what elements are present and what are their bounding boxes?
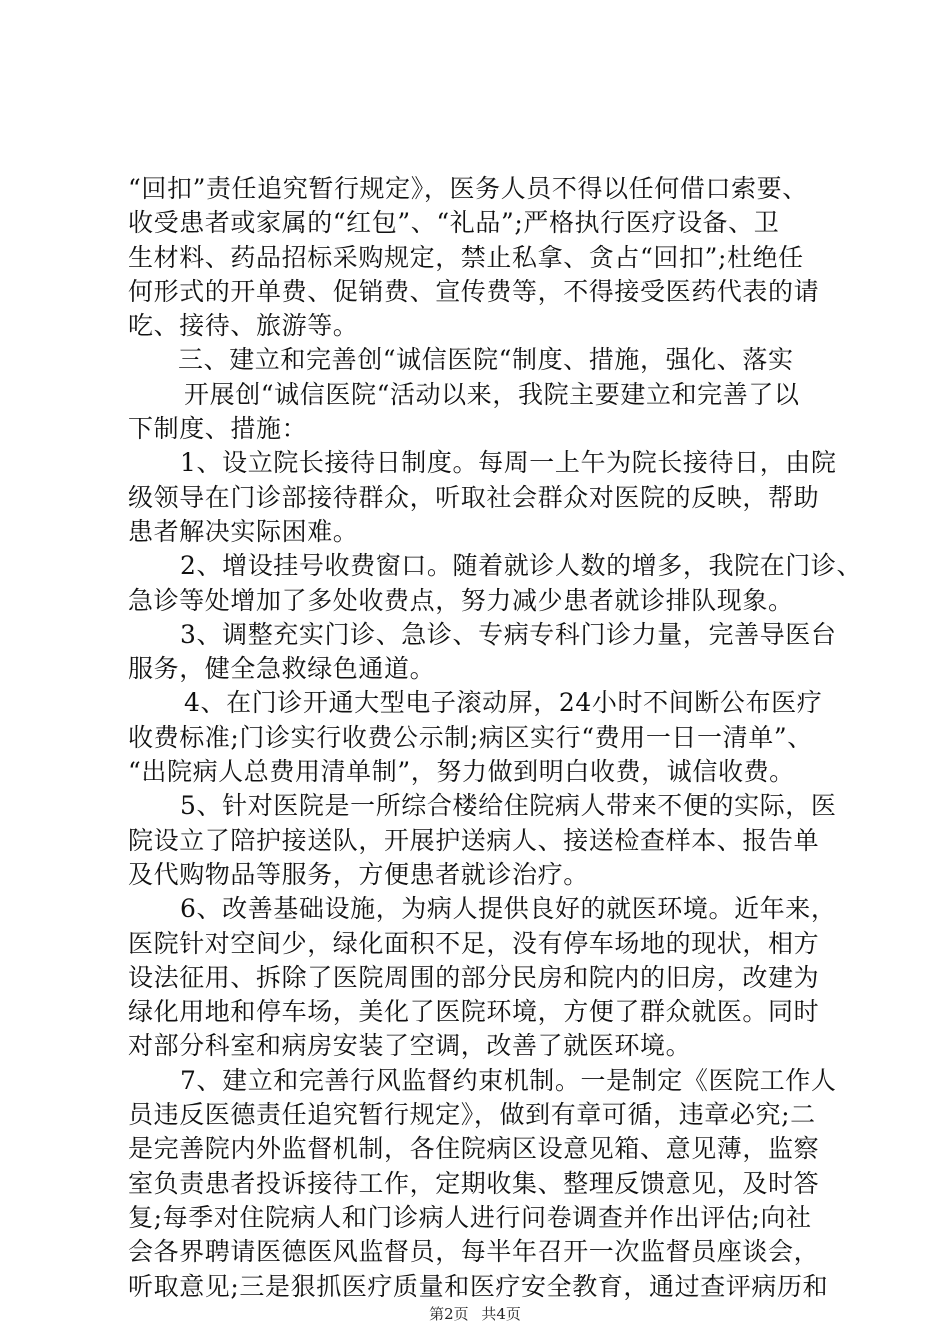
text-line: 对部分科室和病房安装了空调，改善了就医环境。 xyxy=(128,1031,692,1061)
text-line: 下制度、措施： xyxy=(128,414,308,444)
text-line: 复;每季对住院病人和门诊病人进行问卷调查并作出评估;向社 xyxy=(128,1202,812,1232)
text-line: 服务，健全急救绿色通道。 xyxy=(128,654,436,684)
section-heading: 三、建立和完善创“诚信医院“制度、措施，强化、落实 xyxy=(178,345,794,375)
text-line: 5、针对医院是一所综合楼给住院病人带来不便的实际，医 xyxy=(180,791,837,821)
text-line: 级领导在门诊部接待群众，听取社会群众对医院的反映，帮助 xyxy=(128,482,820,512)
text-line: 患者解决实际困难。 xyxy=(128,516,359,546)
text-line: “回扣”责任追究暂行规定》，医务人员不得以任何借口索要、 xyxy=(128,174,808,203)
text-line: 吃、接待、旅游等。 xyxy=(128,311,359,341)
text-line: 2、增设挂号收费窗口。随着就诊人数的增多，我院在门诊、 xyxy=(180,551,863,581)
page-total: 共4页 xyxy=(481,1305,521,1323)
text-line: 员违反医德责任追究暂行规定》，做到有章可循，违章必究;二 xyxy=(128,1100,816,1130)
text-line: 及代购物品等服务，方便患者就诊治疗。 xyxy=(128,859,589,889)
text-line: 室负责患者投诉接待工作，定期收集、整理反馈意见，及时答 xyxy=(128,1168,820,1198)
text-line: 6、改善基础设施，为病人提供良好的就医环境。近年来， xyxy=(180,894,837,924)
text-line: 3、调整充实门诊、急诊、专病专科门诊力量，完善导医台 xyxy=(180,619,837,649)
text-line: 收受患者或家属的“红包”、“礼品”;严格执行医疗设备、卫 xyxy=(128,208,780,238)
text-line: “出院病人总费用清单制”，努力做到明白收费，诚信收费。 xyxy=(128,757,795,787)
text-line: 4、在门诊开通大型电子滚动屏，24小时不间断公布医疗 xyxy=(184,688,823,718)
text-line: 生材料、药品招标采购规定，禁止私拿、贪占“回扣”;杜绝任 xyxy=(128,242,804,272)
text-line: 何形式的开单费、促销费、宣传费等，不得接受医药代表的请 xyxy=(128,276,820,306)
text-line: 急诊等处增加了多处收费点，努力减少患者就诊排队现象。 xyxy=(128,585,794,615)
text-line: 是完善院内外监督机制，各住院病区设意见箱、意见薄，监察 xyxy=(128,1134,820,1164)
text-line: 收费标准;门诊实行收费公示制;病区实行“费用一日一清单”、 xyxy=(128,722,813,752)
page-footer xyxy=(0,1303,950,1324)
text-line: 绿化用地和停车场，美化了医院环境，方便了群众就医。同时 xyxy=(128,997,820,1027)
text-line: 设法征用、拆除了医院周围的部分民房和院内的旧房，改建为 xyxy=(128,962,820,992)
page-number: 第2页 xyxy=(429,1305,469,1323)
text-line: 医院针对空间少，绿化面积不足，没有停车场地的现状，相方 xyxy=(128,928,820,958)
text-line: 开展创“诚信医院“活动以来，我院主要建立和完善了以 xyxy=(184,379,800,409)
text-line: 1、设立院长接待日制度。每周一上午为院长接待日，由院 xyxy=(180,448,837,478)
text-line: 听取意见;三是狠抓医疗质量和医疗安全教育，通过查评病历和 xyxy=(128,1271,829,1301)
document-body xyxy=(128,172,863,1304)
text-line: 会各界聘请医德医风监督员，每半年召开一次监督员座谈会， xyxy=(128,1237,820,1267)
text-line: 院设立了陪护接送队，开展护送病人、接送检查样本、报告单 xyxy=(128,825,820,855)
text-line: 7、建立和完善行风监督约束机制。一是制定《医院工作人 xyxy=(180,1065,837,1095)
